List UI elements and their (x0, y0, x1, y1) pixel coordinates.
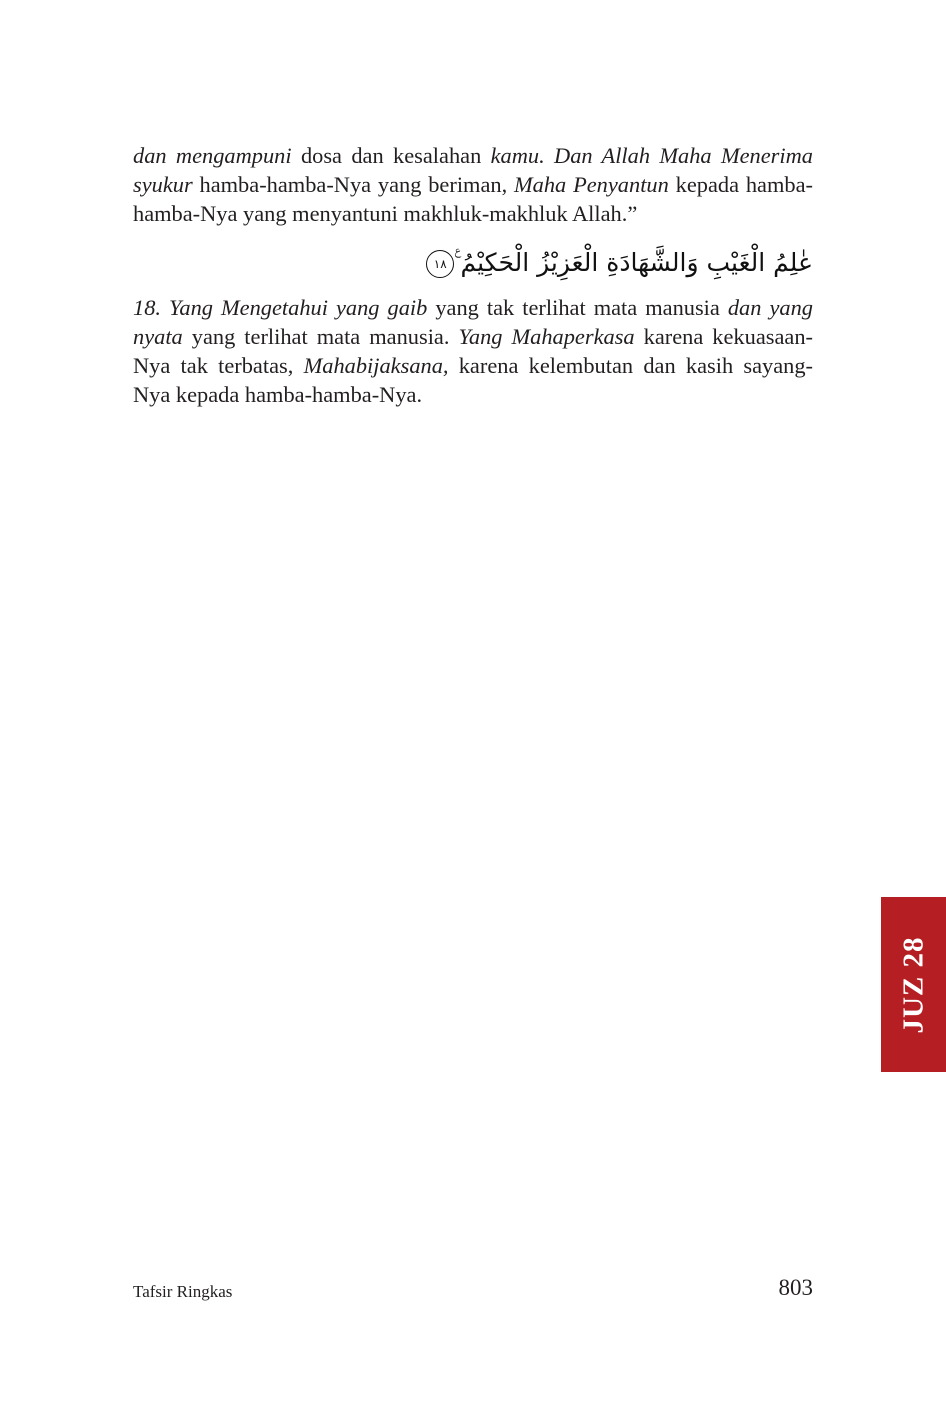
juz-side-tab (881, 897, 946, 1072)
paragraph-2-run: karena kekuasaan-Nya tak terbatas, (133, 324, 813, 378)
paragraph-2-run: dan yang nyata (133, 295, 813, 349)
page-number: 803 (778, 1275, 813, 1300)
paragraph-1-run: dan mengampuni (133, 143, 292, 168)
paragraph-2-run: karena kelembutan dan kasih sayang-Nya kepada hamba-hamba-Nya. (133, 353, 814, 407)
footer-book-title: Tafsir Ringkas (133, 1282, 233, 1301)
paragraph-2-run: Yang Mahaperkasa (458, 324, 635, 349)
arabic-verse (133, 243, 813, 283)
paragraph-2-run: 18. Yang Mengetahui yang gaib (133, 295, 428, 320)
paragraph-1-run: dosa dan kesalahan (291, 143, 491, 168)
arabic-verse-text: عٰلِمُ الْغَيْبِ وَالشَّهَادَةِ الْعَزِيْزُ الْحَكِيْمُ ࣖ (454, 248, 813, 277)
paragraph-2-run: yang terlihat mata manusia. (182, 324, 459, 349)
verse-number-marker: ١٨ (426, 250, 454, 278)
paragraph-1-run: Maha Penyantun (514, 172, 669, 197)
juz-label: JUZ 28 (897, 935, 929, 1034)
paragraph-1-run: kamu. Dan Allah Maha Menerima syukur (133, 143, 813, 197)
paragraph-1-run: hamba-hamba-Nya yang beriman, (192, 172, 515, 197)
paragraph-2-run: Mahabijaksana, (303, 353, 449, 378)
paragraph-2 (133, 293, 813, 409)
paragraph-1-run: kepada hamba-hamba-Nya yang menyantuni makhluk-makhluk Allah.” (133, 172, 813, 226)
paragraph-2-run: yang tak terlihat mata manusia (427, 295, 728, 320)
paragraph-1 (133, 141, 813, 228)
